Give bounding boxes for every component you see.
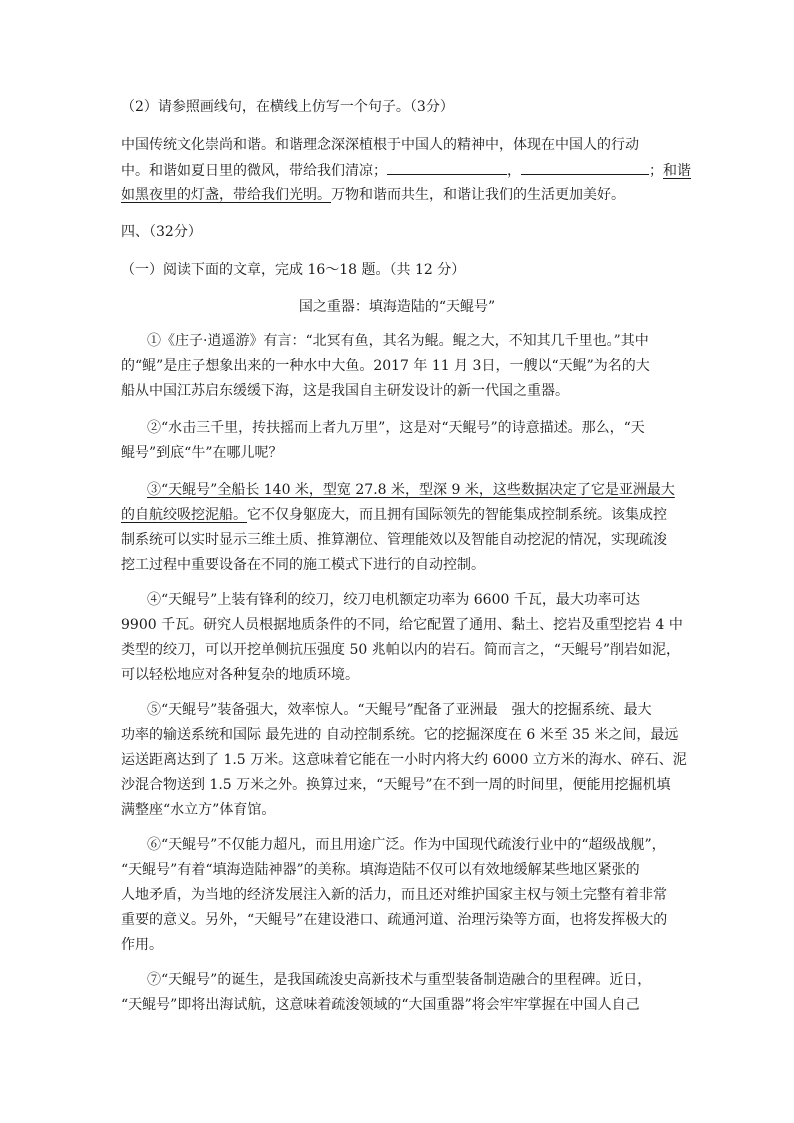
article-line: 功率的输送系统和国际 最先进的 自动控制系统。它的挖掘深度在 6 米至 35 米之间，最远 [121, 727, 679, 743]
passage-text: 万物和谐而共生，和谐让我们的生活更加美好。 [331, 187, 625, 203]
article-line: 运送距离达到了 1.5 万米。这意味着它能在一小时内将大约 6000 立方米的海水、碎石、泥 [121, 752, 687, 768]
article-line: ②“水击三千里，抟扶摇而上者九万里”，这是对“天鲲号”的诗意描述。那么，“天 [147, 420, 645, 436]
article-line: 船从中国江苏启东缓缓下海，这是我国自主研发设计的新一代国之重器。 [121, 383, 569, 399]
article-line: ⑤“天鲲号”装备强大，效率惊人。“天鲲号”配备了亚洲最 强大的挖掘系统、最大 [147, 702, 652, 718]
article-line: 挖工过程中重要设备在不同的施工模式下进行的自动控制。 [121, 557, 485, 573]
article-text: 它不仅身躯庞大，而且拥有国际领先的智能集成控制系统。该集成控 [247, 507, 667, 523]
passage-text: ； [649, 163, 663, 179]
section-subheading: （一）阅读下面的文章，完成 16～18 题。（共 12 分） [121, 262, 466, 278]
underlined-sentence: 如黑夜里的灯盏，带给我们光明。 [121, 187, 331, 203]
article-line: ⑥“天鲲号”不仅能力超凡，而且用途广泛。作为中国现代疏浚行业中的“超级战舰”， [147, 837, 666, 853]
article-line: ④“天鲲号”上装有锋利的绞刀，绞刀电机额定功率为 6600 千瓦，最大功率可达 [147, 592, 640, 608]
answer-blank-1[interactable] [387, 160, 507, 175]
article-line: 可以轻松地应对各种复杂的地质环境。 [121, 667, 359, 683]
article-line: 满整座“水立方”体育馆。 [121, 802, 276, 818]
passage-text: ， [507, 163, 521, 179]
article-line: “天鲲号”有着“填海造陆神器”的美称。填海造陆不仅可以有效地缓解某些地区紧张的 [121, 862, 640, 878]
passage-line [121, 160, 691, 181]
passage-text: 中。和谐如夏日里的微风，带给我们清凉； [121, 163, 387, 179]
article-line: 鲲号”到底“牛”在哪儿呢？ [121, 445, 283, 461]
article-line: “天鲲号”即将出海试航，这意味着疏浚领域的“大国重器”将会牢牢掌握在中国人自己 [121, 997, 640, 1013]
article-line: 作用。 [121, 937, 163, 953]
passage-line [121, 185, 625, 205]
article-line: 的“鲲”是庄子想象出来的一种水中大鱼。2017 年 11 月 3日，一艘以“天鲲”为名的大 [121, 358, 650, 374]
underlined-sentence: 的自航绞吸挖泥船。 [121, 507, 247, 523]
article-line: 重要的意义。另外，“天鲲号”在建设港口、疏通河道、治理污染等方面，也将发挥极大的 [121, 912, 668, 928]
article-line: 沙混合物送到 1.5 万米之外。换算过来，“天鲲号”在不到一周的时间里，便能用挖掘机填 [121, 777, 671, 793]
section-heading: 四、（32分） [121, 224, 202, 240]
article-line [121, 505, 667, 525]
underlined-sentence: 和谐 [663, 163, 691, 179]
article-title: 国之重器：填海造陆的“天鲲号” [298, 299, 496, 315]
article-line: 类型的绞刀，可以开挖单侧抗压强度 50 兆帕以内的岩石。简而言之，“天鲲号”削岩如泥， [121, 642, 681, 658]
article-line: 制系统可以实时显示三维土质、推算潮位、管理能效以及智能自动挖泥的情况，实现疏浚 [121, 532, 667, 548]
question-prompt: （2）请参照画线句，在横线上仿写一个句子。（3分） [121, 99, 454, 115]
article-line: 人地矛盾，为当地的经济发展注入新的活力，而且还对维护国家主权与领土完整有着非常 [121, 887, 667, 903]
answer-blank-2[interactable] [521, 160, 649, 175]
article-line: 9900 千瓦。研究人员根据地质条件的不同，给它配置了通用、黏土、挖岩及重型挖岩 4 中 [121, 617, 683, 633]
article-line: ①《庄子·逍遥游》有言：“北冥有鱼，其名为鲲。鲲之大，不知其几千里也。”其中 [147, 333, 649, 349]
article-line: ⑦“天鲲号”的诞生，是我国疏浚史高新技术与重型装备制造融合的里程碑。近日， [147, 972, 652, 988]
underlined-sentence: ③“天鲲号”全船长 140 米，型宽 27.8 米，型深 9 米，这些数据决定了它是亚洲最大 [147, 482, 675, 498]
passage-line: 中国传统文化崇尚和谐。和谐理念深深植根于中国人的精神中，体现在中国人的行动 [121, 137, 639, 153]
